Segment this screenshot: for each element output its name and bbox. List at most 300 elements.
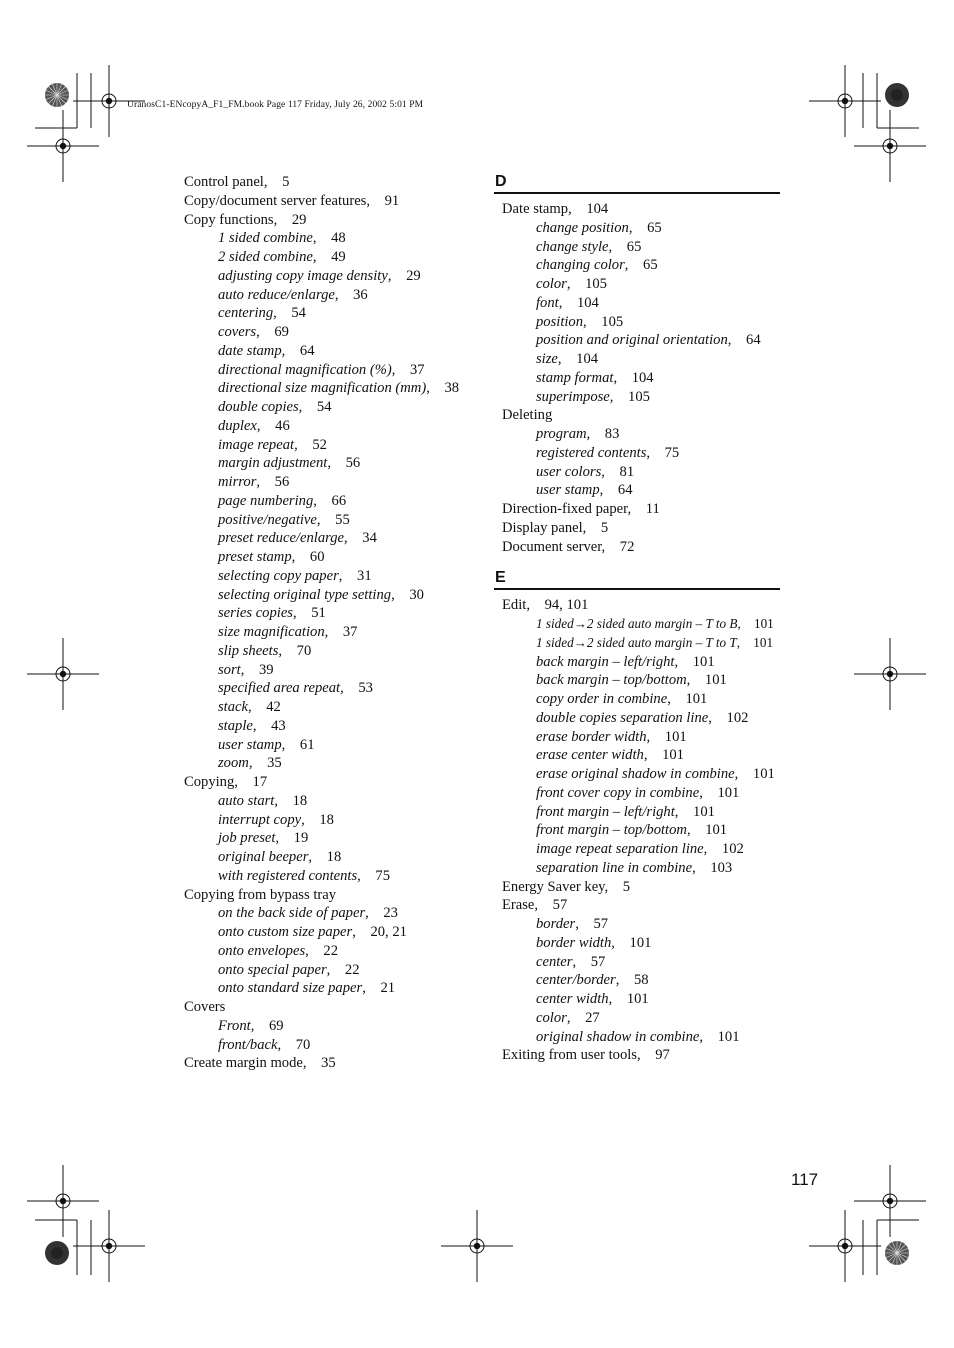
index-subentry bbox=[494, 653, 780, 672]
index-term: copy order in combine bbox=[536, 691, 668, 707]
index-separator: , bbox=[344, 530, 363, 547]
index-term: mirror bbox=[218, 474, 257, 490]
index-page-ref: 18 bbox=[292, 792, 308, 809]
index-page-ref: 52 bbox=[312, 436, 327, 453]
index-subentry bbox=[184, 342, 484, 361]
index-separator: , bbox=[583, 313, 602, 330]
index-page-ref: 29 bbox=[291, 211, 307, 228]
index-term: directional size magnification (mm) bbox=[218, 380, 427, 397]
index-subentry bbox=[494, 934, 780, 953]
index-subentry bbox=[494, 821, 780, 840]
index-term: front/back bbox=[218, 1036, 278, 1053]
index-separator: , bbox=[613, 369, 632, 386]
index-subentry bbox=[184, 698, 484, 717]
index-page-ref: 43 bbox=[271, 717, 286, 734]
index-separator: , bbox=[558, 294, 577, 311]
index-page-ref: 65 bbox=[647, 219, 662, 236]
index-subentry bbox=[494, 388, 780, 407]
index-separator: , bbox=[256, 324, 275, 340]
index-term: Exiting from user tools bbox=[502, 1047, 637, 1064]
index-page-ref: 53 bbox=[358, 680, 373, 697]
index-separator: , bbox=[308, 849, 327, 865]
index-subentry bbox=[494, 256, 780, 275]
index-entry bbox=[184, 173, 484, 192]
index-term: registered contents bbox=[536, 444, 647, 461]
index-term: separation line in combine bbox=[536, 859, 693, 876]
index-page-ref: 101 bbox=[704, 672, 727, 689]
index-page-ref: 65 bbox=[626, 238, 642, 255]
index-term: preset stamp bbox=[218, 549, 292, 565]
index-subentry bbox=[184, 379, 484, 398]
index-subentry bbox=[184, 1017, 484, 1036]
index-term: double copies bbox=[218, 399, 299, 415]
index-term: sort bbox=[218, 661, 241, 678]
index-subentry bbox=[494, 275, 780, 294]
index-page-ref: 57 bbox=[590, 953, 606, 970]
index-separator: , bbox=[248, 699, 267, 715]
index-subentry bbox=[184, 417, 484, 436]
index-separator: , bbox=[609, 388, 629, 405]
index-term: Direction-fixed paper bbox=[502, 501, 628, 517]
index-term: 1 sided→2 sided auto margin – T to B bbox=[536, 616, 738, 631]
index-subentry bbox=[184, 567, 484, 586]
index-section-letter: E bbox=[494, 568, 780, 590]
index-subentry bbox=[494, 709, 780, 728]
index-page-ref: 17 bbox=[252, 774, 268, 790]
index-term: on the back side of paper bbox=[218, 905, 366, 922]
index-separator: , bbox=[737, 616, 754, 631]
index-separator: , bbox=[281, 342, 300, 359]
index-subentry bbox=[494, 425, 780, 444]
index-page-ref: 72 bbox=[619, 538, 635, 555]
index-page-ref: 34 bbox=[362, 530, 377, 547]
index-page-ref: 55 bbox=[335, 511, 350, 528]
index-separator: , bbox=[734, 766, 753, 782]
index-page-ref: 18 bbox=[326, 849, 342, 865]
index-separator: , bbox=[334, 286, 354, 303]
index-separator: , bbox=[278, 642, 297, 659]
index-term: with registered contents bbox=[218, 867, 358, 884]
index-subentry bbox=[494, 350, 780, 369]
index-page-ref: 103 bbox=[710, 859, 733, 876]
index-term: directional magnification (%) bbox=[218, 361, 392, 378]
index-separator: , bbox=[294, 436, 313, 453]
index-subentry bbox=[494, 615, 780, 634]
index-subentry bbox=[184, 979, 484, 998]
index-entry bbox=[494, 878, 780, 897]
index-separator: , bbox=[256, 417, 276, 434]
index-subentry bbox=[184, 961, 484, 980]
index-page-ref: 101 bbox=[705, 822, 728, 839]
index-separator: , bbox=[281, 736, 300, 753]
index-subentry bbox=[184, 623, 484, 642]
index-subentry bbox=[494, 1009, 780, 1028]
index-separator: , bbox=[366, 192, 385, 209]
index-page-ref: 105 bbox=[628, 388, 650, 405]
index-page-ref: 104 bbox=[576, 351, 599, 367]
index-subentry bbox=[494, 803, 780, 822]
index-term: stamp format bbox=[536, 369, 614, 386]
index-term: Edit bbox=[502, 597, 527, 614]
index-separator: , bbox=[234, 774, 253, 790]
index-term: onto standard size paper bbox=[218, 980, 363, 997]
index-term: border bbox=[536, 916, 576, 932]
index-page-ref: 54 bbox=[291, 305, 306, 322]
index-subentry bbox=[494, 765, 780, 784]
index-subentry bbox=[184, 361, 484, 380]
index-term: job preset bbox=[218, 830, 276, 847]
index-entry bbox=[184, 773, 484, 792]
index-subentry bbox=[184, 548, 484, 567]
index-entry bbox=[494, 1046, 780, 1065]
index-entry bbox=[184, 1054, 484, 1073]
index-entry bbox=[494, 200, 780, 219]
index-subentry bbox=[184, 454, 484, 473]
index-term: centering bbox=[218, 305, 274, 322]
index-term: image repeat separation line bbox=[536, 841, 704, 857]
index-separator: , bbox=[736, 634, 754, 650]
index-term: Copy functions bbox=[184, 211, 274, 228]
index-term: user colors bbox=[536, 463, 602, 480]
index-term: margin adjustment bbox=[218, 455, 328, 472]
index-separator: , bbox=[302, 1055, 322, 1072]
index-page-ref: 75 bbox=[375, 867, 391, 884]
index-page-ref: 105 bbox=[601, 313, 624, 330]
index-term: center bbox=[536, 953, 573, 970]
index-subentry bbox=[184, 267, 484, 286]
index-separator: , bbox=[611, 934, 630, 951]
index-separator: , bbox=[627, 501, 646, 517]
index-separator: , bbox=[313, 492, 332, 509]
index-separator: , bbox=[646, 444, 665, 461]
index-page-ref: 54 bbox=[316, 399, 332, 415]
index-term: front cover copy in combine bbox=[536, 784, 700, 801]
index-subentry bbox=[494, 971, 780, 990]
index-separator: , bbox=[572, 953, 591, 970]
index-term: changing color bbox=[536, 257, 625, 274]
index-separator: , bbox=[248, 755, 268, 772]
index-subentry bbox=[184, 286, 484, 305]
index-term: page numbering bbox=[218, 492, 314, 509]
index-separator: , bbox=[298, 399, 317, 415]
index-term: erase center width bbox=[536, 747, 644, 764]
index-separator: , bbox=[566, 276, 586, 292]
index-separator: , bbox=[643, 747, 663, 764]
index-separator: , bbox=[277, 1036, 296, 1053]
index-separator: , bbox=[646, 728, 665, 745]
index-subentry bbox=[184, 304, 484, 323]
index-page-ref: 101 bbox=[629, 934, 652, 951]
index-page-ref: 104 bbox=[586, 201, 609, 217]
index-term: duplex bbox=[218, 417, 257, 434]
index-term: superimpose bbox=[536, 388, 610, 405]
index-page-ref: 69 bbox=[268, 1017, 284, 1034]
index-subentry bbox=[184, 717, 484, 736]
index-entry bbox=[494, 519, 780, 538]
index-separator: , bbox=[667, 691, 686, 707]
index-term: selecting copy paper bbox=[218, 567, 339, 584]
index-term: Display panel bbox=[502, 519, 583, 536]
index-page-ref: 37 bbox=[410, 361, 425, 378]
index-page-ref: 101 bbox=[717, 1028, 740, 1045]
index-page-ref: 22 bbox=[323, 942, 338, 959]
index-term: change style bbox=[536, 238, 609, 255]
index-page-ref: 65 bbox=[643, 257, 658, 274]
index-page-ref: 58 bbox=[633, 972, 649, 989]
index-subentry bbox=[184, 923, 484, 942]
index-separator: , bbox=[326, 961, 345, 978]
index-page-ref: 101 bbox=[664, 728, 687, 745]
index-term: zoom bbox=[218, 755, 249, 772]
index-entry bbox=[494, 896, 780, 915]
index-page-ref: 81 bbox=[619, 463, 635, 480]
index-page-ref: 60 bbox=[309, 549, 325, 565]
index-separator: , bbox=[582, 519, 601, 536]
index-subentry bbox=[184, 1036, 484, 1055]
index-term: back margin – left/right bbox=[536, 653, 675, 670]
index-subentry bbox=[184, 323, 484, 342]
index-entry bbox=[494, 596, 780, 615]
index-column-right bbox=[494, 172, 780, 1065]
index-page-ref: 83 bbox=[604, 426, 620, 442]
index-separator: , bbox=[263, 174, 283, 190]
index-term: 1 sided combine bbox=[218, 230, 313, 247]
index-separator: , bbox=[699, 1028, 718, 1045]
index-page-ref: 101 bbox=[685, 691, 708, 707]
index-subentry bbox=[494, 369, 780, 388]
index-subentry bbox=[184, 248, 484, 267]
index-separator: , bbox=[601, 463, 620, 480]
index-subentry bbox=[184, 398, 484, 417]
index-page-ref: 51 bbox=[311, 605, 326, 622]
index-separator: , bbox=[628, 219, 648, 236]
index-subentry bbox=[184, 867, 484, 886]
index-separator: , bbox=[312, 230, 332, 247]
index-page-ref: 31 bbox=[357, 567, 372, 584]
index-term: front margin – left/right bbox=[536, 803, 675, 820]
index-term: front margin – top/bottom bbox=[536, 822, 687, 839]
index-page-ref: 104 bbox=[631, 369, 654, 386]
index-separator: , bbox=[362, 980, 381, 997]
book-header-text: UranosC1-ENcopyA_F1_FM.book Page 117 Friday, July 26, 2002 5:01 PM bbox=[127, 100, 424, 110]
index-subentry bbox=[494, 746, 780, 765]
index-separator: , bbox=[557, 351, 577, 367]
index-term: preset reduce/enlarge bbox=[218, 530, 345, 547]
index-term: adjusting copy image density bbox=[218, 267, 388, 284]
index-term: positive/negative bbox=[218, 511, 317, 528]
index-subentry bbox=[184, 754, 484, 773]
index-separator: , bbox=[365, 905, 384, 922]
index-page-ref: 66 bbox=[331, 492, 347, 509]
index-page-ref: 102 bbox=[726, 709, 749, 726]
index-term: Deleting bbox=[502, 407, 553, 424]
index-term: Energy Saver key bbox=[502, 878, 605, 895]
index-term: Create margin mode bbox=[184, 1055, 303, 1072]
index-term: Erase bbox=[502, 897, 535, 914]
index-page-ref: 101 bbox=[662, 747, 684, 764]
index-separator: , bbox=[391, 361, 410, 378]
index-term: center width bbox=[536, 991, 609, 1007]
index-term: color bbox=[536, 276, 567, 292]
index-entry bbox=[184, 211, 484, 230]
index-separator: , bbox=[256, 474, 275, 490]
index-term: size magnification bbox=[218, 624, 325, 640]
index-page-ref: 101 bbox=[753, 616, 774, 631]
index-separator: , bbox=[526, 597, 545, 614]
index-separator: , bbox=[426, 380, 445, 397]
index-term: change position bbox=[536, 219, 629, 236]
index-subentry bbox=[184, 848, 484, 867]
index-subentry bbox=[184, 661, 484, 680]
index-page-ref: 5 bbox=[600, 519, 609, 536]
index-page-ref: 5 bbox=[282, 174, 290, 190]
index-term: border width bbox=[536, 934, 612, 951]
index-subentry bbox=[184, 511, 484, 530]
index-term: Front bbox=[218, 1017, 251, 1034]
index-page-ref: 27 bbox=[585, 1009, 600, 1026]
index-entry bbox=[184, 192, 484, 211]
index-separator: , bbox=[312, 249, 332, 265]
index-term: covers bbox=[218, 324, 257, 340]
index-page-ref: 101 bbox=[752, 766, 775, 782]
index-section-letter: D bbox=[494, 172, 780, 194]
index-term: interrupt copy bbox=[218, 811, 302, 828]
index-page-ref: 101 bbox=[626, 991, 649, 1007]
index-page-ref: 70 bbox=[295, 1036, 311, 1053]
index-separator: , bbox=[338, 567, 358, 584]
index-term: position and original orientation bbox=[536, 332, 728, 349]
index-separator: , bbox=[599, 482, 618, 499]
index-page-ref: 36 bbox=[353, 286, 368, 303]
index-term: onto special paper bbox=[218, 961, 327, 978]
index-page-ref: 29 bbox=[406, 267, 421, 284]
index-separator: , bbox=[604, 878, 623, 895]
index-subentry bbox=[494, 313, 780, 332]
index-subentry bbox=[494, 294, 780, 313]
index-page-ref: 23 bbox=[383, 905, 398, 922]
index-separator: , bbox=[240, 661, 259, 678]
index-separator: , bbox=[340, 680, 359, 697]
index-separator: , bbox=[699, 784, 718, 801]
index-page-ref: 64 bbox=[617, 482, 633, 499]
index-term: specified area repeat bbox=[218, 680, 341, 697]
index-term: onto envelopes bbox=[218, 942, 306, 959]
index-page-ref: 61 bbox=[299, 736, 315, 753]
index-term: center/border bbox=[536, 972, 616, 989]
index-term: date stamp bbox=[218, 342, 282, 359]
index-term: erase original shadow in combine bbox=[536, 766, 735, 782]
index-entry bbox=[494, 538, 780, 557]
index-page-ref: 91 bbox=[384, 192, 400, 209]
index-separator: , bbox=[703, 841, 722, 857]
index-subentry bbox=[494, 784, 780, 803]
index-separator: , bbox=[305, 942, 324, 959]
index-term: user stamp bbox=[218, 736, 282, 753]
index-separator: , bbox=[636, 1047, 656, 1064]
index-page-ref: 49 bbox=[331, 249, 346, 265]
index-subentry bbox=[184, 904, 484, 923]
index-term: program bbox=[536, 426, 587, 442]
index-subentry bbox=[184, 811, 484, 830]
index-subentry bbox=[494, 634, 780, 653]
index-subentry bbox=[184, 642, 484, 661]
index-separator: , bbox=[301, 811, 320, 828]
index-page-ref: 101 bbox=[692, 653, 715, 670]
index-separator: , bbox=[324, 624, 343, 640]
index-page-ref: 20, 21 bbox=[370, 924, 407, 940]
index-separator: , bbox=[686, 672, 705, 689]
index-page-ref: 22 bbox=[344, 961, 360, 978]
index-page-ref: 94, 101 bbox=[544, 597, 589, 614]
index-term: position bbox=[536, 313, 584, 330]
index-page-ref: 75 bbox=[664, 444, 680, 461]
index-page-ref: 48 bbox=[331, 230, 346, 247]
index-term: erase border width bbox=[536, 728, 647, 745]
index-page-ref: 56 bbox=[345, 455, 361, 472]
index-entry bbox=[494, 500, 780, 519]
index-separator: , bbox=[292, 605, 312, 622]
index-term: Covers bbox=[184, 999, 226, 1015]
index-page-ref: 57 bbox=[552, 897, 568, 914]
index-column-left bbox=[184, 173, 484, 1073]
index-separator: , bbox=[327, 455, 346, 472]
index-subentry bbox=[494, 690, 780, 709]
index-page-ref: 102 bbox=[721, 841, 744, 857]
index-page-ref: 5 bbox=[622, 878, 631, 895]
index-term: onto custom size paper bbox=[218, 924, 353, 940]
index-separator: , bbox=[575, 916, 594, 932]
index-term: series copies bbox=[218, 605, 293, 622]
index-subentry bbox=[494, 463, 780, 482]
index-term: Copying bbox=[184, 774, 235, 790]
index-page-ref: 104 bbox=[576, 294, 599, 311]
index-term: 1 sided→2 sided auto margin – T to T bbox=[536, 634, 737, 650]
index-subentry bbox=[184, 229, 484, 248]
index-page-ref: 70 bbox=[296, 642, 312, 659]
index-separator: , bbox=[291, 549, 310, 565]
index-page-ref: 42 bbox=[266, 699, 281, 715]
index-term: image repeat bbox=[218, 436, 295, 453]
index-page-ref: 57 bbox=[593, 916, 609, 932]
index-separator: , bbox=[624, 257, 644, 274]
index-subentry bbox=[494, 915, 780, 934]
index-subentry bbox=[494, 219, 780, 238]
index-subentry bbox=[494, 671, 780, 690]
index-term: user stamp bbox=[536, 482, 600, 499]
index-entry bbox=[184, 886, 484, 905]
index-term: selecting original type setting bbox=[218, 586, 392, 603]
index-separator: , bbox=[352, 924, 371, 940]
index-term: slip sheets bbox=[218, 642, 279, 659]
index-separator: , bbox=[275, 830, 294, 847]
index-separator: , bbox=[534, 897, 553, 914]
index-separator: , bbox=[708, 709, 727, 726]
index-separator: , bbox=[727, 332, 747, 349]
index-term: Copy/document server features bbox=[184, 192, 367, 209]
index-page-ref: 105 bbox=[585, 276, 607, 292]
index-subentry bbox=[494, 238, 780, 257]
index-separator: , bbox=[387, 267, 407, 284]
index-separator: , bbox=[692, 859, 711, 876]
index-separator: , bbox=[586, 426, 605, 442]
index-page-ref: 64 bbox=[299, 342, 315, 359]
index-separator: , bbox=[615, 972, 634, 989]
index-page-ref: 56 bbox=[274, 474, 290, 490]
index-separator: , bbox=[674, 803, 694, 820]
index-page-ref: 35 bbox=[321, 1055, 336, 1072]
index-term: back margin – top/bottom bbox=[536, 672, 687, 689]
index-subentry bbox=[184, 792, 484, 811]
